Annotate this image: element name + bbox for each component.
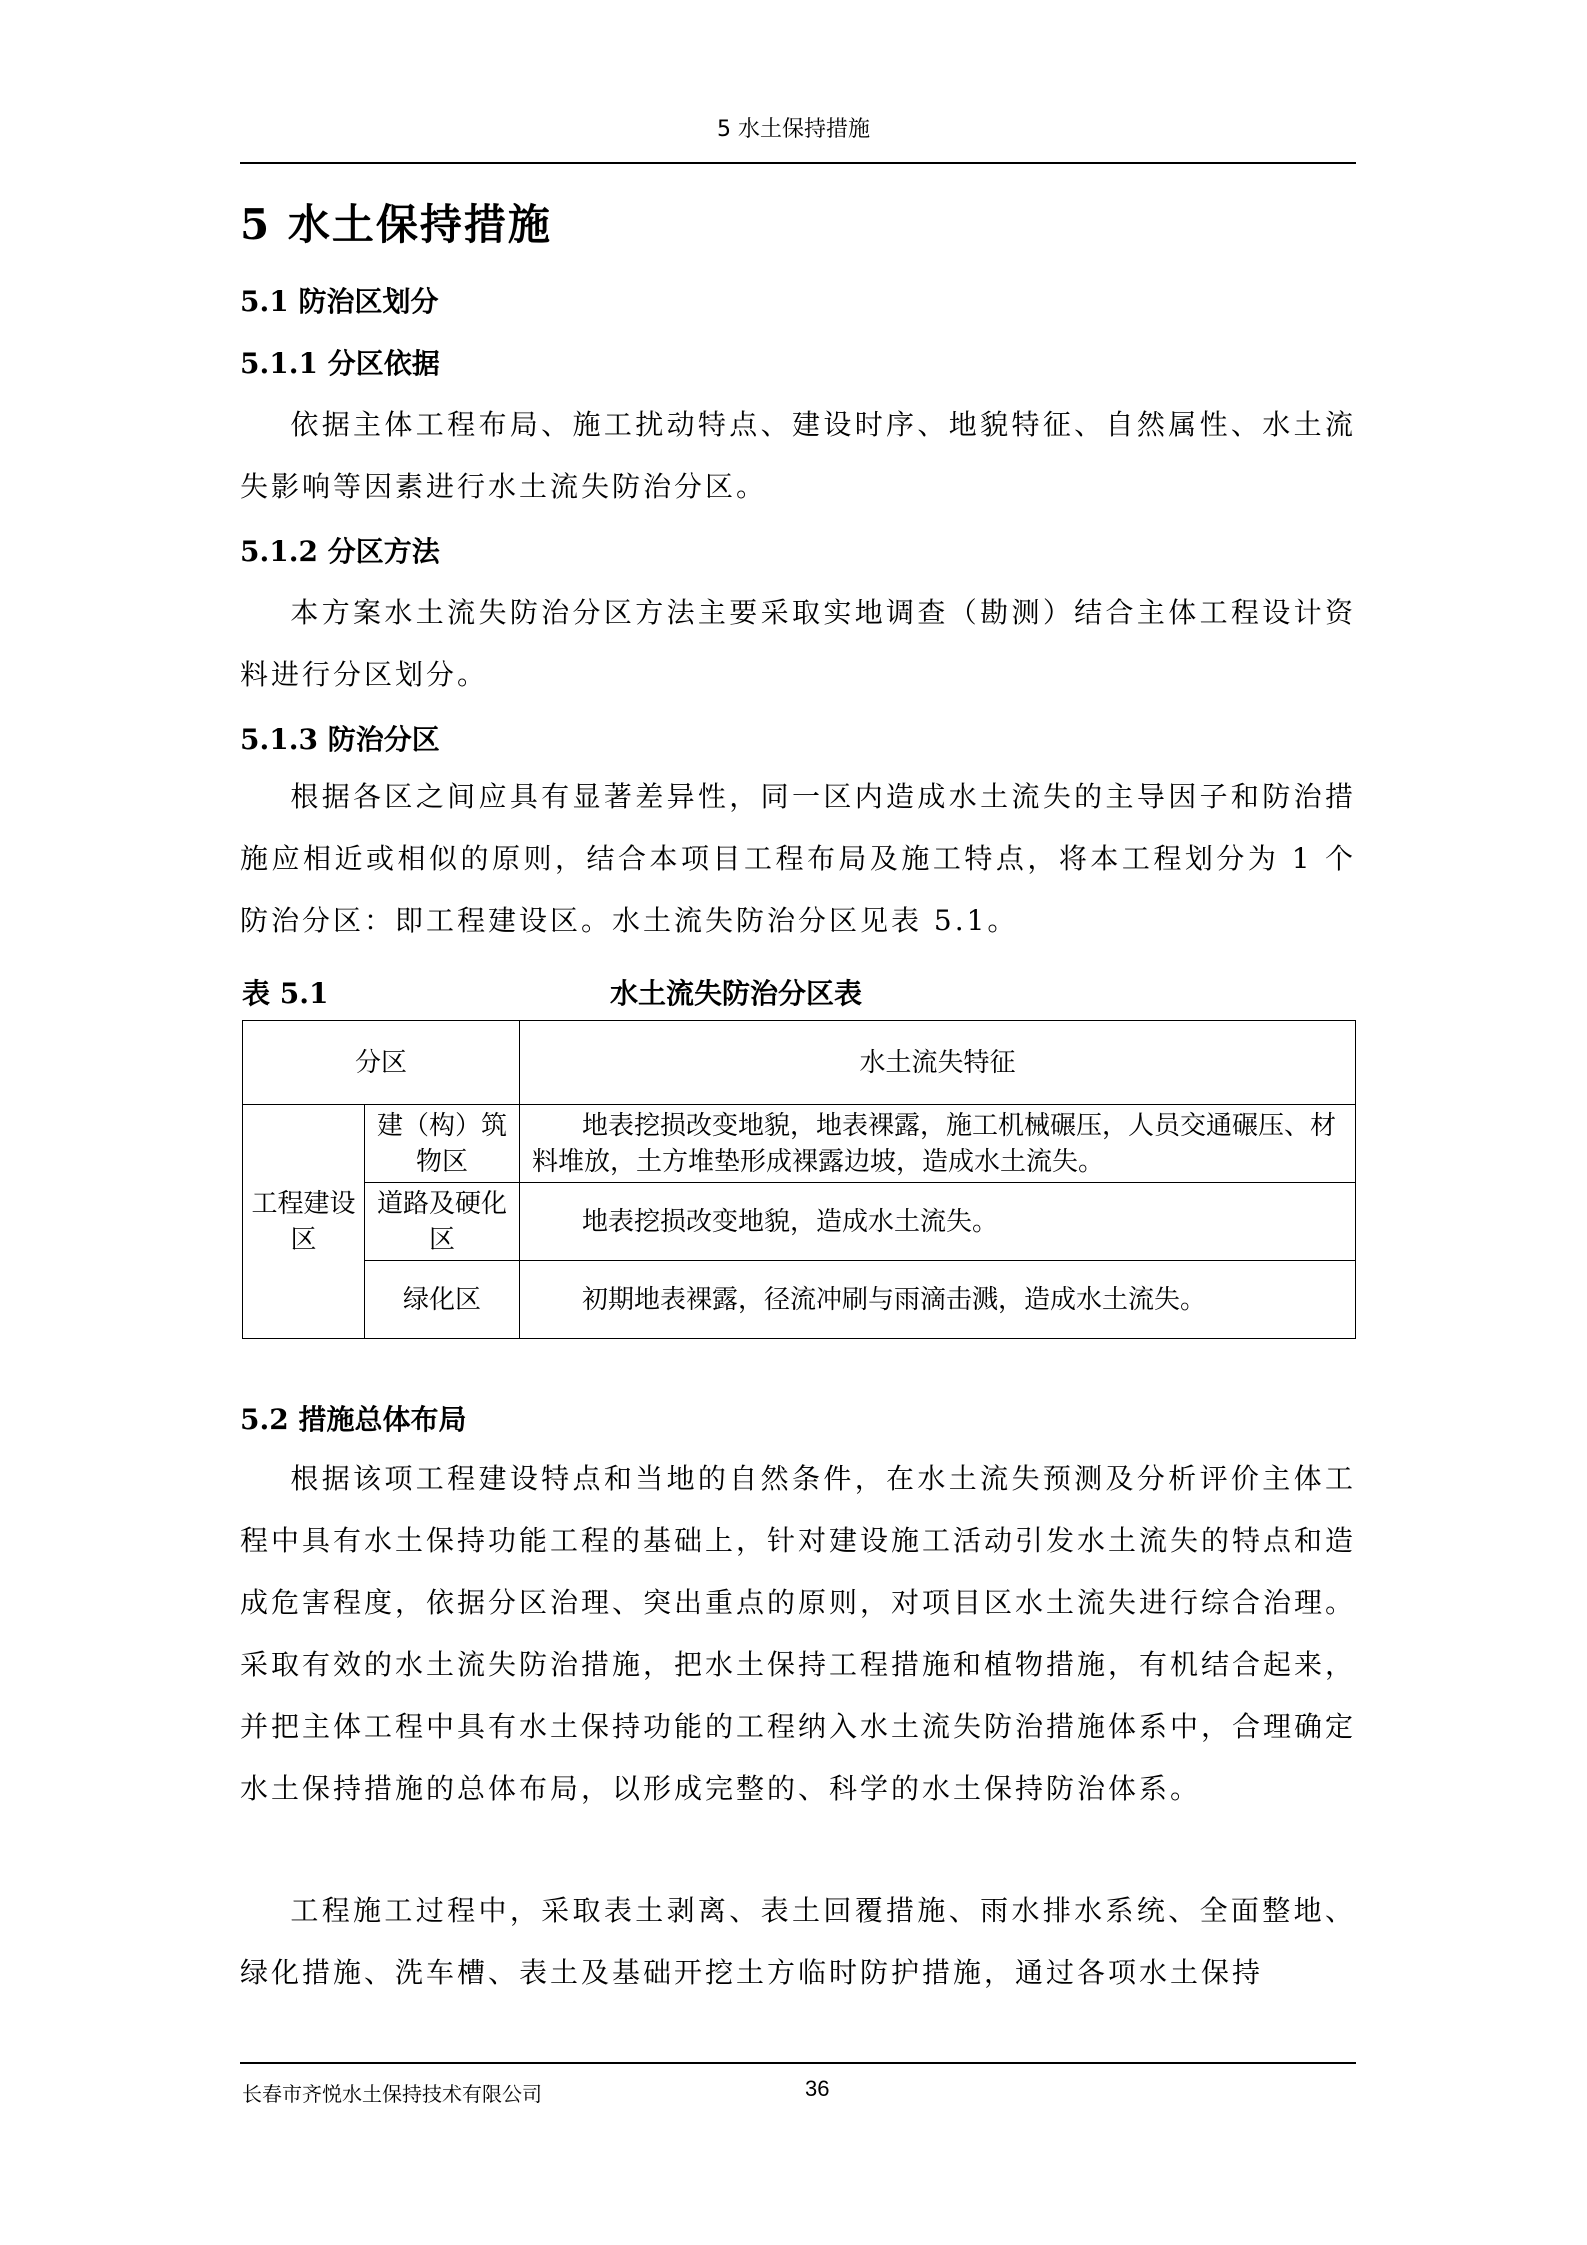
table-row bbox=[243, 1105, 1356, 1183]
section-5-1-1-paragraph bbox=[240, 394, 1356, 518]
header-cell-feature: 水土流失特征 bbox=[520, 1021, 1356, 1105]
running-header: 5 水土保持措施 bbox=[717, 117, 870, 142]
section-5-1-2-paragraph bbox=[240, 582, 1356, 706]
page-number: 36 bbox=[805, 2076, 830, 2101]
table-title: 水土流失防治分区表 bbox=[610, 977, 863, 1010]
feature-text: 初期地表裸露，径流冲刷与雨滴击溅，造成水土流失。 bbox=[582, 1284, 1207, 1315]
feature-cell bbox=[520, 1261, 1356, 1339]
footer-company: 长春市齐悦水土保持技术有限公司 bbox=[242, 2082, 542, 2106]
section-5-1-2-title: 5.1.2 分区方法 bbox=[240, 535, 440, 568]
header-rule bbox=[240, 162, 1356, 164]
subzone-cell: 建（构）筑物区 bbox=[365, 1105, 520, 1183]
zoning-table bbox=[242, 1020, 1356, 1339]
table-row bbox=[243, 1183, 1356, 1261]
header-cell-zone: 分区 bbox=[243, 1021, 520, 1105]
paragraph-text: 本方案水土流失防治分区方法主要采取实地调查（勘测）结合主体工程设计资料进行分区划分。 bbox=[240, 596, 1356, 691]
feature-cell bbox=[520, 1105, 1356, 1183]
subzone-cell: 绿化区 bbox=[365, 1261, 520, 1339]
paragraph-text: 依据主体工程布局、施工扰动特点、建设时序、地貌特征、自然属性、水土流失影响等因素进行水土流失防治分区。 bbox=[240, 408, 1356, 503]
section-5-1-title: 5.1 防治区划分 bbox=[240, 285, 439, 318]
table-row bbox=[243, 1261, 1356, 1339]
feature-text: 地表挖损改变地貌，造成水土流失。 bbox=[582, 1206, 999, 1237]
table-number: 表 5.1 bbox=[242, 977, 329, 1010]
section-5-1-3-paragraph bbox=[240, 766, 1356, 952]
feature-cell bbox=[520, 1183, 1356, 1261]
chapter-title: 5 水土保持措施 bbox=[240, 200, 552, 249]
section-5-1-1-title: 5.1.1 分区依据 bbox=[240, 347, 440, 380]
subzone-cell: 道路及硬化区 bbox=[365, 1183, 520, 1261]
footer-rule bbox=[240, 2062, 1356, 2064]
zone-cell: 工程建设区 bbox=[243, 1105, 365, 1339]
paragraph-text: 根据该项工程建设特点和当地的自然条件，在水土流失预测及分析评价主体工程中具有水土保持功能工程的基础上，针对建设施工活动引发水土流失的特点和造成危害程度，依据分区治理、突出重点的原则，对项目区水土流失进行综合治理。采取有效的水土流失防治措施，把水土保持工程措施和植物措施，有机结合起来，并把主体工程中具有水土保持功能的工程纳入水土流失防治措施体系中，合理确定水土保持措施的总体布局，以形成完整的、科学的水土保持防治体系。 bbox=[240, 1462, 1357, 1805]
section-5-2-paragraph-2 bbox=[240, 1880, 1356, 2004]
section-5-1-3-title: 5.1.3 防治分区 bbox=[240, 723, 440, 756]
section-5-2-paragraph-1 bbox=[240, 1448, 1356, 1820]
section-5-2-title: 5.2 措施总体布局 bbox=[240, 1403, 467, 1436]
paragraph-text: 根据各区之间应具有显著差异性，同一区内造成水土流失的主导因子和防治措施应相近或相似的原则，结合本项目工程布局及施工特点，将本工程划分为 1 个防治分区：即工程建设区。水土流失防治分区见表 5.1。 bbox=[240, 780, 1356, 937]
paragraph-text: 工程施工过程中，采取表土剥离、表土回覆措施、雨水排水系统、全面整地、绿化措施、洗车槽、表土及基础开挖土方临时防护措施，通过各项水土保持 bbox=[240, 1894, 1356, 1989]
feature-text: 地表挖损改变地貌，地表裸露，施工机械碾压，人员交通碾压、材料堆放，土方堆垫形成裸露边坡，造成水土流失。 bbox=[532, 1110, 1337, 1177]
table-header-row bbox=[243, 1021, 1356, 1105]
